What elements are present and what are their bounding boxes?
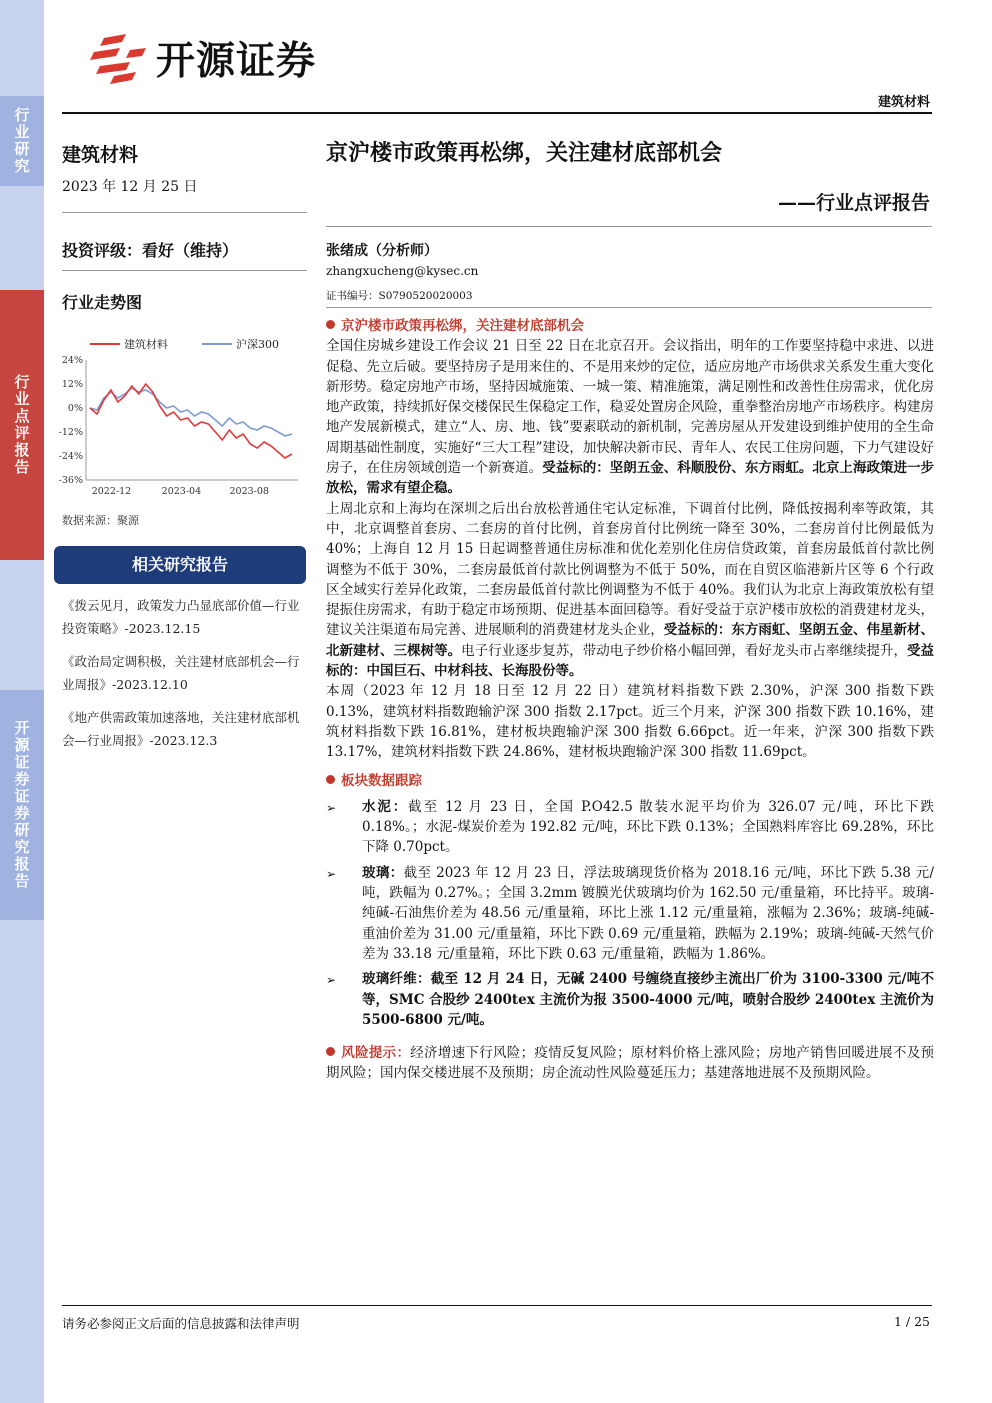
section-heading-data: 板块数据跟踪 <box>326 771 934 791</box>
bullet-dot-icon <box>326 1047 335 1056</box>
legend-label: 沪深300 <box>236 338 279 351</box>
list-item: ➢ 水泥：截至 12 月 23 日，全国 P.O42.5 散装水泥平均价为 326.07 元/吨，环比下跌 0.18%。；水泥-煤炭价差为 192.82 元/吨，环比下跌 0.13%；全国熟料库容比 69.28%，环比下降 0.70pct。 <box>326 797 934 858</box>
x-tick-label: 2023-08 <box>229 486 269 497</box>
side-label-firm: 开 源 证 券 证 券 研 究 报 告 <box>0 690 44 920</box>
brand-logo <box>86 30 316 86</box>
arrow-bullet-icon: ➢ <box>326 800 337 815</box>
series-line <box>90 388 292 436</box>
page-number: 1 / 25 <box>893 1314 930 1329</box>
paragraph: 上周北京和上海均在深圳之后出台放松普通住宅认定标准，下调首付比例，降低按揭利率等政策，其中，北京调整首套房、二套房的首付比例，首套房首付比例统一降至 30%，二套房首付比例最低为 40%；上海自 12 月 15 日起调整普通住房标准和优化差别化住房信贷政策，首套房最低首付款比例调整为不低于 30%，二套房最低首付款比例调整为不低于 50%，而在自贸区临港新片区等 6 个行政区全域实行差异化政策，二套房最低首付款比例调整为不低于 40%。我们认为北京上海政策放松有望提振住房需求，有助于稳定市场预期、促进基本面回稳等。看好受益于京沪楼市放松的消费建材龙头，建议关注渠道布局完善、进展顺利的消费建材龙头企业，受益标的：东方雨虹、坚朗五金、伟星新材、北新建材、三棵树等。电子行业逐步复苏，带动电子纱价格小幅回弹，看好龙头市占率继续提升，受益标的：中国巨石、中材科技、长海股份等。 <box>326 500 935 680</box>
report-date: 2023 年 12 月 25 日 <box>62 179 198 195</box>
related-report-link[interactable]: 《拨云见月，政策发力凸显底部价值—行业投资策略》-2023.12.15 <box>62 598 300 636</box>
risk-warning: 风险提示：经济增速下行风险；疫情反复风险；原材料价格上涨风险；房地产销售回暖进展不及预期风险；国内保交楼进展不及预期；房企流动性风险蔓延压力；基建落地进展不及预期风险。 <box>326 1045 935 1082</box>
list-item: ➢ 玻璃：截至 2023 年 12 月 23 日，浮法玻璃现货价格为 2018.16 元/吨，环比下跌 5.38 元/吨，跌幅为 0.27%。；全国 3.2mm 镀膜光伏玻璃均价为 162.50 元/重量箱，环比持平。玻璃-纯碱-石油焦价差为 48.56 元/重量箱，环比上涨 1.12 元/重量箱，涨幅为 2.36%；玻璃-纯碱-重油价差为 31.00 元/重量箱，环比下跌 0.69 元/重量箱，跌幅为 2.19%；玻璃-纯碱-天然气价差为 33.18 元/重量箱，环比下跌 0.63 元/重量箱，跌幅为 1.86%。 <box>326 863 934 964</box>
report-body <box>326 316 934 1084</box>
divider <box>326 307 932 308</box>
footer-divider <box>62 1305 932 1306</box>
y-tick-label: 12% <box>61 379 83 390</box>
section-heading-policy: 京沪楼市政策再松绑，关注建材底部机会 <box>326 316 934 336</box>
legend-label: 建筑材料 <box>124 338 168 351</box>
y-tick-label: 0% <box>67 403 83 414</box>
arrow-bullet-icon: ➢ <box>326 973 337 988</box>
y-tick-label: 24% <box>61 355 83 366</box>
trend-chart-svg <box>58 330 302 510</box>
trend-chart-title: 行业走势图 <box>62 293 143 312</box>
paragraph: 全国住房城乡建设工作会议 21 日至 22 日在北京召开。会议指出，明年的工作要坚持稳中求进、以进促稳、先立后破。要坚持房子是用来住的、不是用来炒的定位，适应房地产市场供求关系发生重大变化新形势。稳定房地产市场，坚持因城施策、一城一策、精准施策，满足刚性和改善性住房需求，优化房地产政策，持续抓好保交楼保民生保稳定工作，稳妥处置房企风险，重拳整治房地产市场秩序。构建房地产发展新模式，建立“人、房、地、钱”要素联动的新机制，完善房屋从开发建设到维护使用的全生命周期基础性制度，实施好“三大工程”建设，加快解决新市民、青年人、农民工住房问题，下力气建设好房子，在住房领域创造一个新赛道。受益标的：坚朗五金、科顺股份、东方雨虹。北京上海政策进一步放松，需求有望企稳。 <box>326 338 935 497</box>
footer-disclaimer: 请务必参阅正文后面的信息披露和法律声明 <box>62 1316 300 1331</box>
list-item: ➢ 玻璃纤维：截至 12 月 24 日，无碱 2400 号缠绕直接纱主流出厂价为 3100-3300 元/吨不等，SMC 合股纱 2400tex 主流价为报 3500-4000 元/吨，喷射合股纱 2400tex 主流价为 5500-6800 元/吨。 <box>326 969 934 1030</box>
side-label-research: 行 业 研 究 <box>0 96 44 186</box>
paragraph: 本周（2023 年 12 月 18 日至 12 月 22 日）建筑材料指数下跌 2.30%，沪深 300 指数下跌 0.13%，建筑材料指数跑输沪深 300 指数 2.17pct。近三个月来，沪深 300 指数下跌 10.16%，建筑材料指数下跌 16.81%，建材板块跑输沪深 300 指数 6.66pct。近一年来，沪深 300 指数下跌 13.17%，建筑材料指数下跌 24.86%，建材板块跑输沪深 300 指数 11.69pct。 <box>326 683 934 761</box>
analyst-email[interactable]: zhangxucheng@kysec.cn <box>326 264 479 278</box>
divider <box>62 212 307 213</box>
arrow-bullet-icon: ➢ <box>326 866 337 881</box>
report-type: ——行业点评报告 <box>777 192 930 214</box>
analyst-license: 证书编号：S0790520020003 <box>326 290 473 302</box>
chart-source: 数据来源：聚源 <box>62 514 139 527</box>
related-report-link[interactable]: 《地产供需政策加速落地，关注建材底部机会—行业周报》-2023.12.3 <box>62 710 300 748</box>
analyst-name: 张绪成（分析师） <box>326 243 438 259</box>
brand-mark-icon <box>86 32 148 84</box>
y-tick-label: -24% <box>58 451 83 462</box>
data-bullet-list <box>326 797 934 1030</box>
divider <box>62 270 307 271</box>
trend-chart <box>58 330 302 510</box>
y-tick-label: -36% <box>58 475 83 486</box>
header-divider <box>62 112 932 114</box>
bullet-dot-icon <box>326 320 335 329</box>
sector-title: 建筑材料 <box>62 144 139 166</box>
related-report-link[interactable]: 《政治局定调积极，关注建材底部机会—行业周报》-2023.12.10 <box>62 654 300 692</box>
brand-name: 开源证券 <box>156 39 317 84</box>
series-line <box>90 384 292 458</box>
y-tick-label: -12% <box>58 427 83 438</box>
side-label-report-type: 行 业 点 评 报 告 <box>0 290 44 560</box>
header-sector: 建筑材料 <box>877 95 930 110</box>
report-title: 京沪楼市政策再松绑，关注建材底部机会 <box>326 140 723 166</box>
x-tick-label: 2022-12 <box>91 486 132 497</box>
divider <box>326 226 932 227</box>
investment-rating: 投资评级：看好（维持） <box>62 241 239 260</box>
related-reports-banner: 相关研究报告 <box>54 546 306 584</box>
related-reports-list <box>62 594 310 762</box>
side-strip <box>0 0 44 1403</box>
bullet-dot-icon <box>326 775 335 784</box>
x-tick-label: 2023-04 <box>161 486 202 497</box>
